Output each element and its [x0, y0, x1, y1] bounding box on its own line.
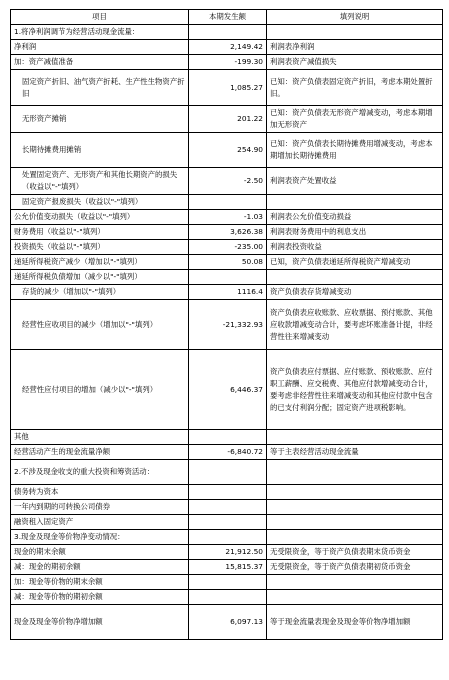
- table-row: [11, 210, 443, 225]
- table-row: [11, 168, 443, 195]
- row-item: 3.现金及现金等价物净变动情况：: [11, 530, 189, 545]
- row-note: 利润表投资收益: [267, 240, 443, 255]
- table-row: [11, 515, 443, 530]
- row-note: [267, 530, 443, 545]
- table-row: [11, 605, 443, 640]
- row-note: 已知：资产负债表无形资产增减变动，考虑本期增加无形资产: [267, 106, 443, 133]
- row-item: 现金及现金等价物净增加额: [11, 605, 189, 640]
- table-body: [11, 25, 443, 640]
- row-amount: [189, 460, 267, 485]
- table-row: [11, 500, 443, 515]
- table-row: [11, 195, 443, 210]
- row-item: 现金的期末余额: [11, 545, 189, 560]
- row-item: 净利润: [11, 40, 189, 55]
- row-amount: 254.90: [189, 133, 267, 168]
- row-note: [267, 515, 443, 530]
- row-item: 债务转为资本: [11, 485, 189, 500]
- row-amount: -1.03: [189, 210, 267, 225]
- row-amount: [189, 500, 267, 515]
- cash-flow-reconciliation-table: [10, 9, 443, 640]
- table-row: [11, 285, 443, 300]
- table-row: [11, 485, 443, 500]
- row-note: 等于现金流量表现金及现金等价物净增加额: [267, 605, 443, 640]
- row-note: 资产负债表存货增减变动: [267, 285, 443, 300]
- header-item: 项目: [11, 10, 189, 25]
- row-amount: -6,840.72: [189, 445, 267, 460]
- row-note: [267, 195, 443, 210]
- table-row: [11, 460, 443, 485]
- row-amount: [189, 575, 267, 590]
- row-note: 已知，资产负债表递延所得税资产增减变动: [267, 255, 443, 270]
- row-note: 利润表公允价值变动损益: [267, 210, 443, 225]
- row-item: 长期待摊费用摊销: [11, 133, 189, 168]
- row-amount: 6,446.37: [189, 350, 267, 430]
- row-amount: [189, 515, 267, 530]
- row-note: 资产负债表应付票据、应付账款、预收账款、应付职工薪酬、应交税费、其他应付款增减变动合计，要考虑非经营性往来增减变动和其他应付款中包含的已支付利润分配；固定资产进项税影响。: [267, 350, 443, 430]
- row-note: 利润表资产处置收益: [267, 168, 443, 195]
- table-row: [11, 300, 443, 350]
- row-amount: 201.22: [189, 106, 267, 133]
- row-item: 递延所得税负债增加（减少以"-"填列）: [11, 270, 189, 285]
- table-row: [11, 255, 443, 270]
- table-row: [11, 270, 443, 285]
- row-note: 无受限资金，等于资产负债表期初货币资金: [267, 560, 443, 575]
- row-note: 无受限资金，等于资产负债表期末货币资金: [267, 545, 443, 560]
- row-note: [267, 460, 443, 485]
- row-note: [267, 270, 443, 285]
- row-note: 利润表资产减值损失: [267, 55, 443, 70]
- table-row: [11, 25, 443, 40]
- table-row: [11, 545, 443, 560]
- row-amount: [189, 25, 267, 40]
- row-item: 一年内到期的可转换公司债券: [11, 500, 189, 515]
- row-note: 已知：资产负债表固定资产折旧，考虑本期处置折旧。: [267, 70, 443, 106]
- row-item: 存货的减少（增加以"-"填列）: [11, 285, 189, 300]
- row-amount: 2,149.42: [189, 40, 267, 55]
- row-item: 公允价值变动损失（收益以"-"填列）: [11, 210, 189, 225]
- row-amount: [189, 590, 267, 605]
- table-row: [11, 240, 443, 255]
- row-amount: -235.00: [189, 240, 267, 255]
- row-note: [267, 500, 443, 515]
- table-row: [11, 575, 443, 590]
- row-note: 利润表净利润: [267, 40, 443, 55]
- row-amount: [189, 195, 267, 210]
- row-item: 固定资产折旧、油气资产折耗、生产性生物资产折旧: [11, 70, 189, 106]
- table-row: [11, 225, 443, 240]
- row-amount: 1116.4: [189, 285, 267, 300]
- table-row: [11, 70, 443, 106]
- row-note: 利润表财务费用中的利息支出: [267, 225, 443, 240]
- row-item: 加：资产减值准备: [11, 55, 189, 70]
- row-note: 资产负债表应收账款、应收票据、预付账款、其他应收款增减变动合计，要考虑坏账准备计提，非经营性往来增减变动: [267, 300, 443, 350]
- header-amount: 本期发生额: [189, 10, 267, 25]
- row-item: 递延所得税资产减少（增加以"-"填列）: [11, 255, 189, 270]
- row-item: 融资租入固定资产: [11, 515, 189, 530]
- row-amount: -199.30: [189, 55, 267, 70]
- table-row: [11, 106, 443, 133]
- table-row: [11, 590, 443, 605]
- row-item: 财务费用（收益以"-"填列）: [11, 225, 189, 240]
- row-item: 加：现金等价物的期末余额: [11, 575, 189, 590]
- row-item: 其他: [11, 430, 189, 445]
- row-amount: 50.08: [189, 255, 267, 270]
- table-row: [11, 40, 443, 55]
- row-amount: [189, 430, 267, 445]
- table-header-row: [11, 10, 443, 25]
- row-amount: 21,912.50: [189, 545, 267, 560]
- table-row: [11, 530, 443, 545]
- table-row: [11, 133, 443, 168]
- table-row: [11, 430, 443, 445]
- row-note: [267, 575, 443, 590]
- row-item: 处置固定资产、无形资产和其他长期资产的损失（收益以"-"填列）: [11, 168, 189, 195]
- row-note: 等于主表经营活动现金流量: [267, 445, 443, 460]
- row-note: [267, 590, 443, 605]
- table-row: [11, 445, 443, 460]
- row-item: 经营性应付项目的增加（减少以"-"填列）: [11, 350, 189, 430]
- row-amount: [189, 530, 267, 545]
- row-item: 2.不涉及现金收支的重大投资和筹资活动：: [11, 460, 189, 485]
- row-amount: 6,097.13: [189, 605, 267, 640]
- row-note: [267, 25, 443, 40]
- row-item: 固定资产报废损失（收益以"-"填列）: [11, 195, 189, 210]
- row-item: 经营活动产生的现金流量净额: [11, 445, 189, 460]
- row-note: [267, 485, 443, 500]
- row-amount: 15,815.37: [189, 560, 267, 575]
- row-item: 1.将净利润调节为经营活动现金流量：: [11, 25, 189, 40]
- table-row: [11, 350, 443, 430]
- table-row: [11, 560, 443, 575]
- row-note: 已知：资产负债表长期待摊费用增减变动，考虑本期增加长期待摊费用: [267, 133, 443, 168]
- row-item: 无形资产摊销: [11, 106, 189, 133]
- header-note: 填列说明: [267, 10, 443, 25]
- row-amount: [189, 485, 267, 500]
- row-item: 减：现金的期初余额: [11, 560, 189, 575]
- row-amount: 1,085.27: [189, 70, 267, 106]
- row-amount: [189, 270, 267, 285]
- table-row: [11, 55, 443, 70]
- row-item: 投资损失（收益以"-"填列）: [11, 240, 189, 255]
- row-amount: -2.50: [189, 168, 267, 195]
- row-item: 减：现金等价物的期初余额: [11, 590, 189, 605]
- row-amount: -21,332.93: [189, 300, 267, 350]
- row-note: [267, 430, 443, 445]
- row-item: 经营性应收项目的减少（增加以"-"填列）: [11, 300, 189, 350]
- row-amount: 3,626.38: [189, 225, 267, 240]
